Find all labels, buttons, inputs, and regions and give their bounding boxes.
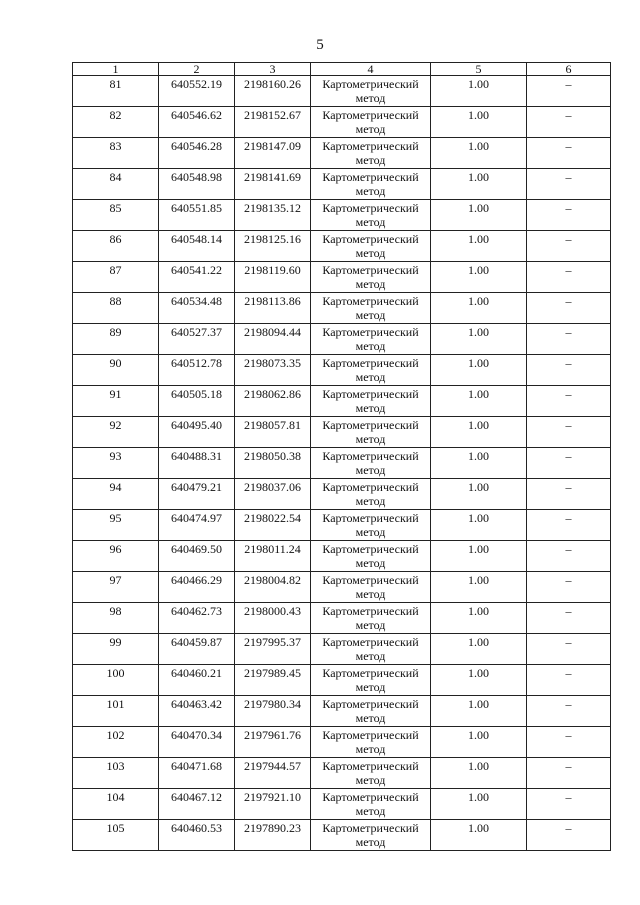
note-cell: –	[527, 448, 611, 479]
point-number-cell: 89	[73, 324, 159, 355]
point-number-cell: 86	[73, 231, 159, 262]
precision-cell: 1.00	[431, 758, 527, 789]
table-row	[73, 572, 611, 603]
y-coordinate-cell: 2198037.06	[235, 479, 311, 510]
note-cell: –	[527, 386, 611, 417]
point-number-cell: 103	[73, 758, 159, 789]
x-coordinate-cell: 640488.31	[159, 448, 235, 479]
method-cell	[311, 76, 431, 107]
table-row	[73, 479, 611, 510]
method-line-2: метод	[355, 432, 386, 446]
precision-cell: 1.00	[431, 200, 527, 231]
point-number-cell: 104	[73, 789, 159, 820]
method-cell	[311, 572, 431, 603]
table-row	[73, 107, 611, 138]
table-row	[73, 696, 611, 727]
note-cell: –	[527, 758, 611, 789]
table-row	[73, 200, 611, 231]
y-coordinate-cell: 2198094.44	[235, 324, 311, 355]
note-cell: –	[527, 665, 611, 696]
table-header-row	[73, 63, 611, 76]
x-coordinate-cell: 640467.12	[159, 789, 235, 820]
method-line-1: Картометрический	[322, 573, 419, 587]
method-line-1: Картометрический	[322, 263, 419, 277]
table-row	[73, 76, 611, 107]
x-coordinate-cell: 640469.50	[159, 541, 235, 572]
method-line-2: метод	[355, 215, 386, 229]
method-line-2: метод	[355, 587, 386, 601]
table-row	[73, 820, 611, 851]
note-cell: –	[527, 169, 611, 200]
point-number-cell: 90	[73, 355, 159, 386]
point-number-cell: 92	[73, 417, 159, 448]
precision-cell: 1.00	[431, 169, 527, 200]
method-cell	[311, 417, 431, 448]
x-coordinate-cell: 640505.18	[159, 386, 235, 417]
method-line-2: метод	[355, 308, 386, 322]
x-coordinate-cell: 640546.62	[159, 107, 235, 138]
note-cell: –	[527, 76, 611, 107]
note-cell: –	[527, 541, 611, 572]
precision-cell: 1.00	[431, 324, 527, 355]
table-row	[73, 262, 611, 293]
x-coordinate-cell: 640474.97	[159, 510, 235, 541]
note-cell: –	[527, 634, 611, 665]
note-cell: –	[527, 789, 611, 820]
x-coordinate-cell: 640463.42	[159, 696, 235, 727]
x-coordinate-cell: 640460.53	[159, 820, 235, 851]
method-line-2: метод	[355, 835, 386, 849]
x-coordinate-cell: 640534.48	[159, 293, 235, 324]
method-cell	[311, 727, 431, 758]
x-coordinate-cell: 640552.19	[159, 76, 235, 107]
precision-cell: 1.00	[431, 727, 527, 758]
y-coordinate-cell: 2198152.67	[235, 107, 311, 138]
method-cell	[311, 510, 431, 541]
table-row	[73, 386, 611, 417]
method-line-2: метод	[355, 153, 386, 167]
note-cell: –	[527, 727, 611, 758]
method-line-1: Картометрический	[322, 542, 419, 556]
point-number-cell: 91	[73, 386, 159, 417]
precision-cell: 1.00	[431, 665, 527, 696]
note-cell: –	[527, 324, 611, 355]
method-line-2: метод	[355, 618, 386, 632]
point-number-cell: 93	[73, 448, 159, 479]
table-row	[73, 293, 611, 324]
x-coordinate-cell: 640541.22	[159, 262, 235, 293]
method-cell	[311, 448, 431, 479]
method-line-1: Картометрический	[322, 511, 419, 525]
x-coordinate-cell: 640462.73	[159, 603, 235, 634]
method-line-1: Картометрический	[322, 108, 419, 122]
table-row	[73, 417, 611, 448]
y-coordinate-cell: 2198062.86	[235, 386, 311, 417]
y-coordinate-cell: 2197961.76	[235, 727, 311, 758]
y-coordinate-cell: 2197995.37	[235, 634, 311, 665]
note-cell: –	[527, 293, 611, 324]
precision-cell: 1.00	[431, 789, 527, 820]
method-cell	[311, 169, 431, 200]
note-cell: –	[527, 417, 611, 448]
method-cell	[311, 107, 431, 138]
y-coordinate-cell: 2198160.26	[235, 76, 311, 107]
point-number-cell: 102	[73, 727, 159, 758]
x-coordinate-cell: 640471.68	[159, 758, 235, 789]
precision-cell: 1.00	[431, 262, 527, 293]
point-number-cell: 84	[73, 169, 159, 200]
x-coordinate-cell: 640459.87	[159, 634, 235, 665]
method-line-1: Картометрический	[322, 294, 419, 308]
method-line-1: Картометрический	[322, 697, 419, 711]
point-number-cell: 88	[73, 293, 159, 324]
table-row	[73, 665, 611, 696]
y-coordinate-cell: 2197890.23	[235, 820, 311, 851]
precision-cell: 1.00	[431, 231, 527, 262]
note-cell: –	[527, 510, 611, 541]
note-cell: –	[527, 479, 611, 510]
y-coordinate-cell: 2198022.54	[235, 510, 311, 541]
table-row	[73, 510, 611, 541]
table-row	[73, 758, 611, 789]
point-number-cell: 99	[73, 634, 159, 665]
method-line-1: Картометрический	[322, 666, 419, 680]
y-coordinate-cell: 2197944.57	[235, 758, 311, 789]
method-cell	[311, 820, 431, 851]
precision-cell: 1.00	[431, 107, 527, 138]
method-cell	[311, 138, 431, 169]
method-line-1: Картометрический	[322, 635, 419, 649]
x-coordinate-cell: 640551.85	[159, 200, 235, 231]
y-coordinate-cell: 2198073.35	[235, 355, 311, 386]
method-line-1: Картометрический	[322, 604, 419, 618]
x-coordinate-cell: 640548.14	[159, 231, 235, 262]
method-line-1: Картометрический	[322, 356, 419, 370]
method-line-2: метод	[355, 773, 386, 787]
method-cell	[311, 479, 431, 510]
point-number-cell: 97	[73, 572, 159, 603]
method-cell	[311, 665, 431, 696]
precision-cell: 1.00	[431, 572, 527, 603]
point-number-cell: 105	[73, 820, 159, 851]
y-coordinate-cell: 2197980.34	[235, 696, 311, 727]
precision-cell: 1.00	[431, 634, 527, 665]
method-line-1: Картометрический	[322, 418, 419, 432]
note-cell: –	[527, 262, 611, 293]
y-coordinate-cell: 2197989.45	[235, 665, 311, 696]
method-line-2: метод	[355, 556, 386, 570]
table-row	[73, 727, 611, 758]
method-line-1: Картометрический	[322, 449, 419, 463]
method-cell	[311, 789, 431, 820]
precision-cell: 1.00	[431, 293, 527, 324]
note-cell: –	[527, 696, 611, 727]
note-cell: –	[527, 200, 611, 231]
method-line-2: метод	[355, 525, 386, 539]
point-number-cell: 96	[73, 541, 159, 572]
precision-cell: 1.00	[431, 355, 527, 386]
table-row	[73, 324, 611, 355]
method-cell	[311, 200, 431, 231]
precision-cell: 1.00	[431, 603, 527, 634]
table-row	[73, 634, 611, 665]
table-row	[73, 541, 611, 572]
point-number-cell: 87	[73, 262, 159, 293]
precision-cell: 1.00	[431, 541, 527, 572]
method-line-2: метод	[355, 277, 386, 291]
table-row	[73, 231, 611, 262]
method-cell	[311, 231, 431, 262]
note-cell: –	[527, 355, 611, 386]
method-line-2: метод	[355, 370, 386, 384]
column-header: 2	[159, 63, 235, 76]
table-row	[73, 789, 611, 820]
coordinates-table	[72, 62, 611, 851]
column-header: 1	[73, 63, 159, 76]
column-header: 3	[235, 63, 311, 76]
method-line-1: Картометрический	[322, 790, 419, 804]
x-coordinate-cell: 640527.37	[159, 324, 235, 355]
method-line-2: метод	[355, 711, 386, 725]
precision-cell: 1.00	[431, 479, 527, 510]
method-cell	[311, 262, 431, 293]
point-number-cell: 81	[73, 76, 159, 107]
x-coordinate-cell: 640470.34	[159, 727, 235, 758]
method-line-2: метод	[355, 494, 386, 508]
precision-cell: 1.00	[431, 448, 527, 479]
note-cell: –	[527, 603, 611, 634]
table-row	[73, 169, 611, 200]
method-line-1: Картометрический	[322, 480, 419, 494]
y-coordinate-cell: 2198135.12	[235, 200, 311, 231]
method-cell	[311, 603, 431, 634]
x-coordinate-cell: 640479.21	[159, 479, 235, 510]
y-coordinate-cell: 2198000.43	[235, 603, 311, 634]
y-coordinate-cell: 2198050.38	[235, 448, 311, 479]
method-line-1: Картометрический	[322, 387, 419, 401]
x-coordinate-cell: 640546.28	[159, 138, 235, 169]
method-line-1: Картометрический	[322, 759, 419, 773]
precision-cell: 1.00	[431, 417, 527, 448]
precision-cell: 1.00	[431, 138, 527, 169]
note-cell: –	[527, 820, 611, 851]
point-number-cell: 98	[73, 603, 159, 634]
table-body	[73, 76, 611, 851]
precision-cell: 1.00	[431, 696, 527, 727]
precision-cell: 1.00	[431, 76, 527, 107]
method-cell	[311, 758, 431, 789]
method-line-2: метод	[355, 91, 386, 105]
method-line-1: Картометрический	[322, 201, 419, 215]
column-header: 6	[527, 63, 611, 76]
point-number-cell: 94	[73, 479, 159, 510]
method-line-1: Картометрический	[322, 139, 419, 153]
precision-cell: 1.00	[431, 386, 527, 417]
method-line-2: метод	[355, 401, 386, 415]
method-cell	[311, 541, 431, 572]
note-cell: –	[527, 107, 611, 138]
note-cell: –	[527, 138, 611, 169]
table-row	[73, 355, 611, 386]
method-line-2: метод	[355, 463, 386, 477]
method-cell	[311, 386, 431, 417]
method-line-2: метод	[355, 184, 386, 198]
method-line-1: Картометрический	[322, 325, 419, 339]
column-header: 5	[431, 63, 527, 76]
precision-cell: 1.00	[431, 820, 527, 851]
method-cell	[311, 696, 431, 727]
method-cell	[311, 293, 431, 324]
method-line-1: Картометрический	[322, 77, 419, 91]
method-cell	[311, 634, 431, 665]
point-number-cell: 83	[73, 138, 159, 169]
y-coordinate-cell: 2198057.81	[235, 417, 311, 448]
x-coordinate-cell: 640512.78	[159, 355, 235, 386]
precision-cell: 1.00	[431, 510, 527, 541]
page-number: 5	[316, 37, 324, 53]
y-coordinate-cell: 2197921.10	[235, 789, 311, 820]
y-coordinate-cell: 2198147.09	[235, 138, 311, 169]
y-coordinate-cell: 2198004.82	[235, 572, 311, 603]
method-line-1: Картометрический	[322, 232, 419, 246]
method-line-1: Картометрический	[322, 170, 419, 184]
method-line-1: Картометрический	[322, 728, 419, 742]
x-coordinate-cell: 640466.29	[159, 572, 235, 603]
point-number-cell: 82	[73, 107, 159, 138]
method-line-2: метод	[355, 804, 386, 818]
method-line-2: метод	[355, 649, 386, 663]
x-coordinate-cell: 640460.21	[159, 665, 235, 696]
point-number-cell: 100	[73, 665, 159, 696]
y-coordinate-cell: 2198119.60	[235, 262, 311, 293]
method-line-1: Картометрический	[322, 821, 419, 835]
table-row	[73, 603, 611, 634]
note-cell: –	[527, 572, 611, 603]
table-row	[73, 138, 611, 169]
x-coordinate-cell: 640548.98	[159, 169, 235, 200]
method-line-2: метод	[355, 339, 386, 353]
column-header: 4	[311, 63, 431, 76]
point-number-cell: 85	[73, 200, 159, 231]
y-coordinate-cell: 2198113.86	[235, 293, 311, 324]
x-coordinate-cell: 640495.40	[159, 417, 235, 448]
method-cell	[311, 324, 431, 355]
method-line-2: метод	[355, 122, 386, 136]
y-coordinate-cell: 2198141.69	[235, 169, 311, 200]
method-line-2: метод	[355, 246, 386, 260]
method-line-2: метод	[355, 742, 386, 756]
point-number-cell: 95	[73, 510, 159, 541]
method-cell	[311, 355, 431, 386]
point-number-cell: 101	[73, 696, 159, 727]
table-row	[73, 448, 611, 479]
y-coordinate-cell: 2198011.24	[235, 541, 311, 572]
note-cell: –	[527, 231, 611, 262]
method-line-2: метод	[355, 680, 386, 694]
y-coordinate-cell: 2198125.16	[235, 231, 311, 262]
